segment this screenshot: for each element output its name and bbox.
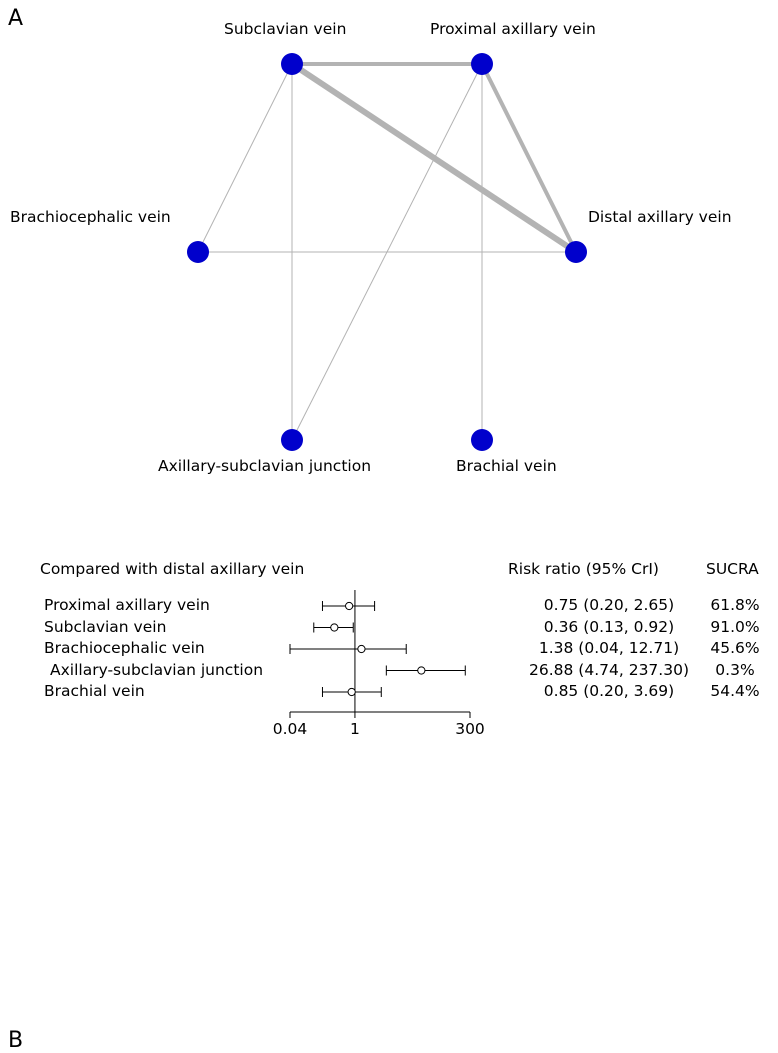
network-edges	[198, 64, 576, 440]
forest-header-risk-ratio: Risk ratio (95% CrI)	[508, 560, 659, 578]
network-edge	[198, 64, 292, 252]
forest-point-estimate[interactable]	[348, 688, 355, 695]
panel-b-letter: B	[8, 1028, 24, 1053]
forest-row-label: Brachial vein	[44, 682, 145, 700]
forest-row-risk-ratio: 0.85 (0.20, 3.69)	[543, 682, 675, 700]
network-node[interactable]	[565, 241, 587, 263]
forest-axis-tick-label: 300	[455, 720, 485, 738]
forest-row-label: Proximal axillary vein	[44, 596, 210, 614]
panel-a-letter: A	[8, 6, 24, 31]
forest-point-estimate[interactable]	[346, 602, 353, 609]
forest-row-sucra: 0.3%	[715, 660, 755, 679]
network-node-label: Proximal axillary vein	[430, 20, 596, 38]
forest-axis-tick-label: 0.04	[272, 720, 308, 738]
network-node-label: Subclavian vein	[224, 20, 347, 38]
forest-axis-tick-label: 1	[349, 720, 360, 738]
forest-row-label: Brachiocephalic vein	[44, 639, 205, 657]
forest-header-comparator: Compared with distal axillary vein	[40, 560, 305, 578]
network-panel	[0, 0, 778, 500]
network-node-label: Brachiocephalic vein	[10, 208, 171, 226]
forest-point-estimate[interactable]	[358, 645, 365, 652]
forest-row-sucra: 45.6%	[710, 639, 760, 657]
forest-point-estimate[interactable]	[331, 624, 338, 631]
network-node[interactable]	[281, 429, 303, 451]
forest-row-risk-ratio: 0.36 (0.13, 0.92)	[543, 617, 675, 636]
forest-marks	[290, 590, 470, 718]
forest-row-risk-ratio: 1.38 (0.04, 12.71)	[538, 639, 680, 657]
network-node[interactable]	[471, 429, 493, 451]
forest-point-estimate[interactable]	[418, 667, 425, 674]
network-node[interactable]	[187, 241, 209, 263]
forest-row-label: Axillary-subclavian junction	[50, 660, 264, 679]
forest-row-sucra: 91.0%	[710, 617, 760, 636]
network-node-label: Axillary-subclavian junction	[158, 457, 372, 475]
network-node[interactable]	[281, 53, 303, 75]
network-node-label: Distal axillary vein	[588, 208, 732, 226]
forest-row-label: Subclavian vein	[44, 617, 167, 636]
forest-row-risk-ratio: 0.75 (0.20, 2.65)	[543, 596, 675, 614]
network-graph	[0, 0, 778, 500]
forest-panel	[0, 500, 778, 1053]
forest-row-sucra: 54.4%	[710, 682, 760, 700]
network-node-label: Brachial vein	[456, 457, 557, 475]
forest-header-sucra: SUCRA	[706, 560, 759, 578]
network-node[interactable]	[471, 53, 493, 75]
forest-row-sucra: 61.8%	[710, 596, 760, 614]
forest-row-risk-ratio: 26.88 (4.74, 237.30)	[529, 660, 689, 679]
